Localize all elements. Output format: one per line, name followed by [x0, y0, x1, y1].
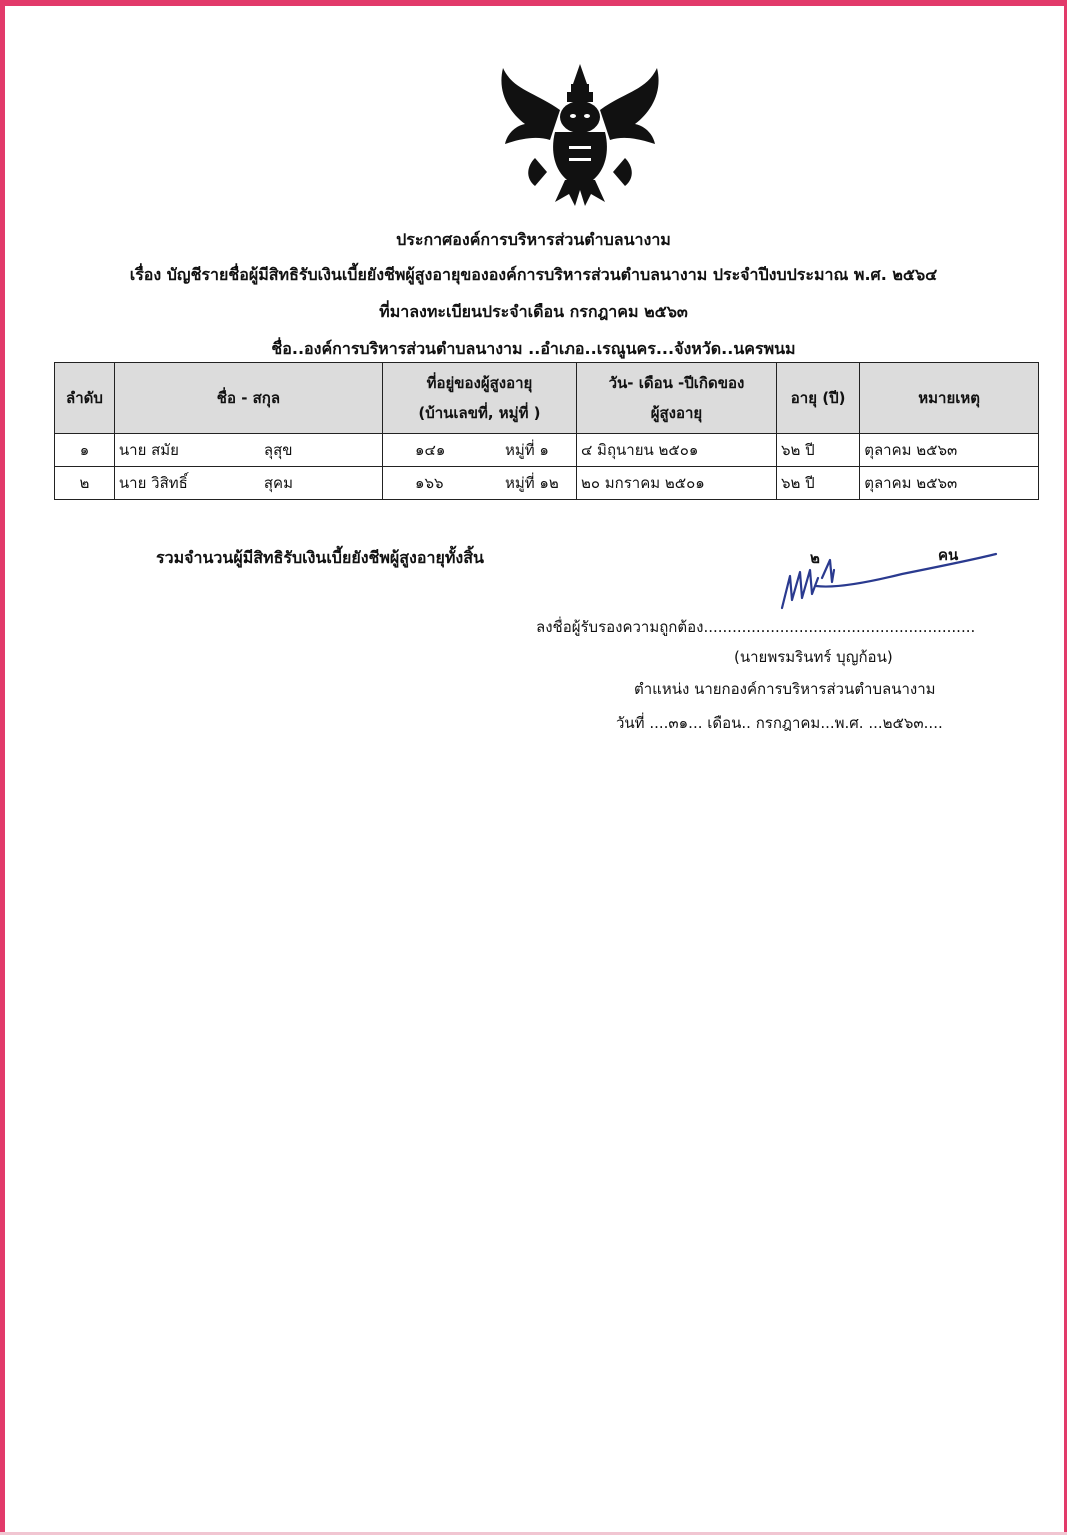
- row-name: [114, 467, 382, 500]
- beneficiary-table: [54, 362, 1039, 500]
- row-no: ๒: [55, 467, 115, 500]
- header-address: [382, 363, 576, 434]
- certifier-name: (นายพรมรินทร์ บุญก้อน): [734, 648, 893, 666]
- garuda-emblem-icon: [495, 62, 665, 210]
- header-dob-line2: ผู้สูงอายุ: [650, 404, 703, 422]
- row-first-name: นาย สมัย: [118, 441, 179, 459]
- page-edge-top: [0, 0, 1067, 6]
- row-note: ตุลาคม ๒๕๖๓: [860, 467, 1039, 500]
- total-label: รวมจำนวนผู้มีสิทธิรับเงินเบี้ยยังชีพผู้สูงอายุทั้งสิ้น: [156, 548, 484, 567]
- certifier-position: ตำแหน่ง นายกองค์การบริหารส่วนตำบลนางาม: [634, 680, 936, 698]
- row-name: [114, 434, 382, 467]
- total-count: ๒: [810, 549, 820, 567]
- table-row: [55, 434, 1039, 467]
- row-no: ๑: [55, 434, 115, 467]
- row-house-no: ๑๖๖: [414, 474, 444, 492]
- certifier-signature-line: ลงชื่อผู้รับรองความถูกต้อง.........................................................: [536, 618, 976, 636]
- row-last-name: สุคม: [263, 474, 293, 492]
- row-first-name: นาย วิสิทธิ์: [118, 474, 188, 492]
- table-header-row: [55, 363, 1039, 434]
- table-row: [55, 467, 1039, 500]
- header-address-line2: (บ้านเลขที่, หมู่ที่ ): [418, 404, 541, 422]
- announcement-title: ประกาศองค์การบริหารส่วนตำบลนางาม: [396, 230, 671, 249]
- certification-date: วันที่ ....๓๑... เดือน.. กรกฎาคม...พ.ศ. ...๒๕๖๓....: [616, 714, 943, 732]
- row-dob: ๒๐ มกราคม ๒๕๐๑: [576, 467, 776, 500]
- total-unit: คน: [938, 546, 959, 564]
- registration-month: ที่มาลงทะเบียนประจำเดือน กรกฎาคม ๒๕๖๓: [379, 302, 688, 321]
- row-age: ๖๒ ปี: [776, 467, 859, 500]
- location-line: ชื่อ..องค์การบริหารส่วนตำบลนางาม ..อำเภอ..เรณูนคร...จังหวัด..นครพนม: [271, 339, 796, 358]
- row-note: ตุลาคม ๒๕๖๓: [860, 434, 1039, 467]
- row-moo: หมู่ที่ ๑: [504, 441, 549, 459]
- row-last-name: ลุสุข: [263, 441, 293, 459]
- row-moo: หมู่ที่ ๑๒: [504, 474, 559, 492]
- row-address: [382, 434, 576, 467]
- header-no: ลำดับ: [55, 363, 115, 434]
- row-address: [382, 467, 576, 500]
- header-dob: [576, 363, 776, 434]
- header-address-line1: ที่อยู่ของผู้สูงอายุ: [426, 374, 533, 392]
- announcement-subject: เรื่อง บัญชีรายชื่อผู้มีสิทธิรับเงินเบี้ยยังชีพผู้สูงอายุขององค์การบริหารส่วนตำบลนางาม ประจำปีงบประมาณ พ.ศ. ๒๕๖๔: [129, 265, 938, 284]
- handwritten-signature: [772, 548, 1002, 612]
- header-name: ชื่อ - สกุล: [114, 363, 382, 434]
- row-house-no: ๑๔๑: [414, 441, 446, 459]
- row-dob: ๔ มิถุนายน ๒๕๐๑: [576, 434, 776, 467]
- row-age: ๖๒ ปี: [776, 434, 859, 467]
- header-note: หมายเหตุ: [860, 363, 1039, 434]
- header-age: อายุ (ปี): [776, 363, 859, 434]
- header-dob-line1: วัน- เดือน -ปีเกิดของ: [608, 374, 745, 392]
